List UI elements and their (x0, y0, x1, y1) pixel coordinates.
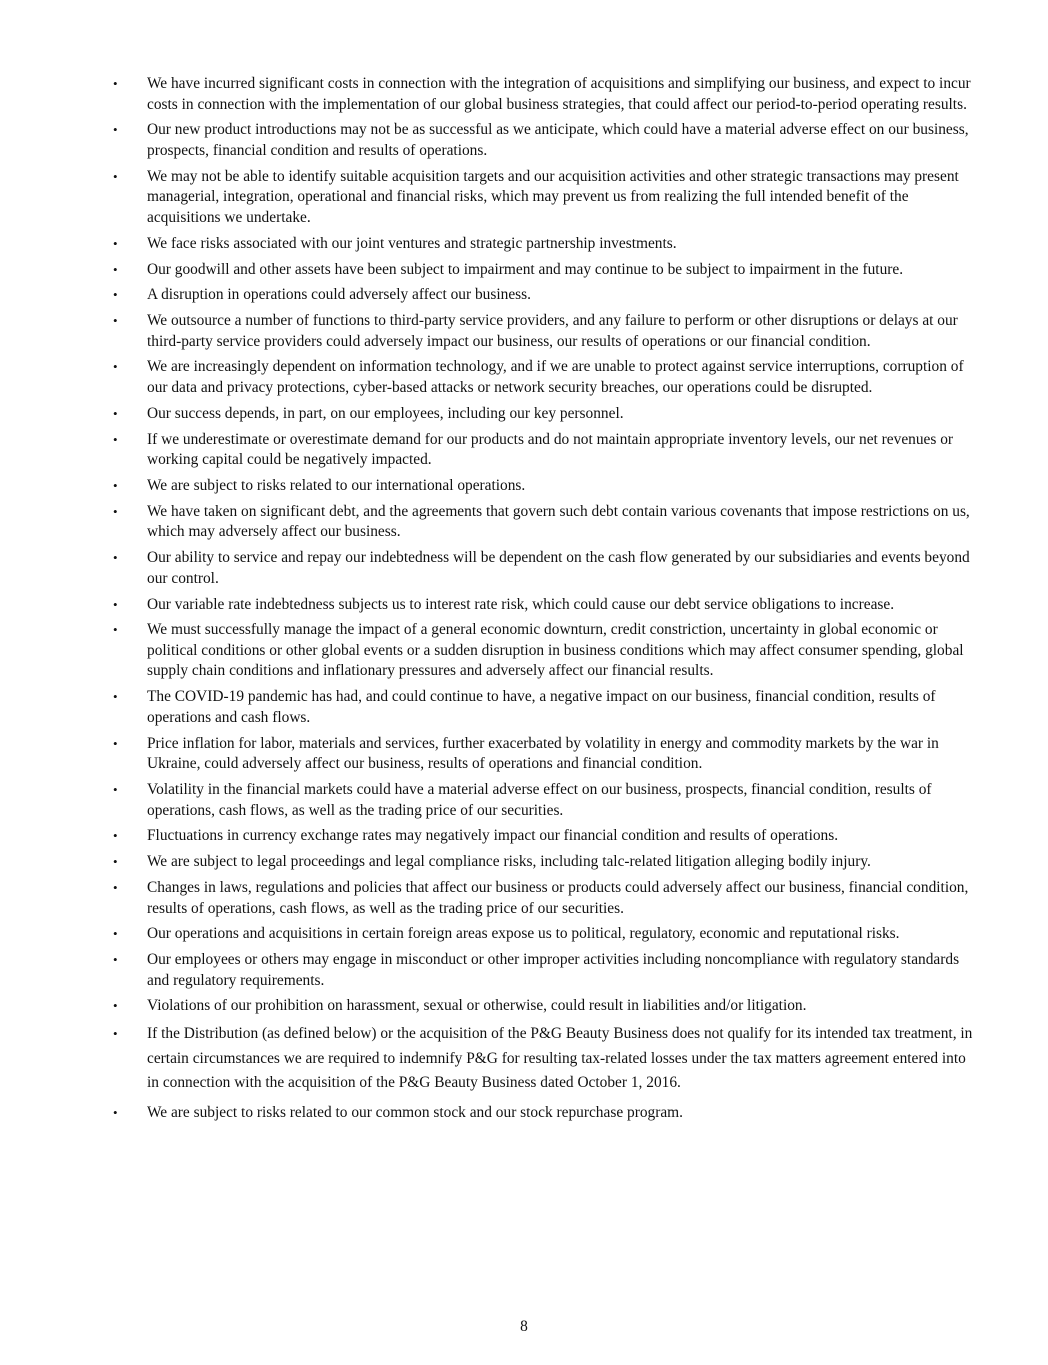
list-item (113, 311, 973, 352)
bullet-icon: • (113, 76, 118, 91)
list-item (113, 852, 973, 873)
risk-text: We outsource a number of functions to third-party service providers, and any failure to perform or other disruptions or delays at our third-party service providers could adversely impact our business, our results of operations or our financial condition. (147, 312, 958, 350)
list-item (113, 620, 973, 682)
risk-text: We are subject to risks related to our common stock and our stock repurchase program. (147, 1103, 683, 1121)
bullet-icon: • (113, 854, 118, 870)
bullet-icon: • (113, 287, 118, 303)
bullet-icon: • (113, 503, 118, 519)
risk-text: We are increasingly dependent on information technology, and if we are unable to protect against service interruptions, corruption of our data and privacy protections, cyber-based attacks or network security breaches, our operations could be disrupted. (147, 358, 964, 397)
list-item (113, 502, 973, 543)
bullet-icon: • (113, 735, 118, 751)
risk-text: Violations of our prohibition on harassment, sexual or otherwise, could result in liabilities and/or litigation. (147, 997, 807, 1015)
risk-text: The COVID-19 pandemic has had, and could continue to have, a negative impact on our business, financial condition, results of operations and cash flows. (147, 688, 936, 726)
risk-text: Changes in laws, regulations and policies that affect our business or products could adversely affect our business, financial condition, results of operations, cash flows, as well as the trading price of our securities. (147, 878, 969, 917)
risk-text: A disruption in operations could adversely affect our business. (147, 286, 531, 304)
bullet-icon: • (113, 359, 118, 375)
bullet-icon: • (113, 431, 118, 447)
list-item (113, 476, 973, 497)
bullet-icon: • (113, 596, 118, 612)
list-item (113, 780, 973, 821)
list-item (113, 404, 973, 425)
list-item (113, 826, 973, 847)
risk-text: We must successfully manage the impact of a general economic downturn, credit constriction, uncertainty in global economic or political conditions or other global events or a sudden disruption in business conditions which may affect consumer spending, global supply chain conditions and inflationary pressures and adversely affect our financial results. (147, 621, 964, 680)
risk-text: Volatility in the financial markets could have a material adverse effect on our business, prospects, financial condition, results of operations, cash flows, as well as the trading price of our securities. (147, 781, 932, 819)
bullet-icon: • (113, 477, 118, 493)
bullet-icon: • (113, 926, 118, 942)
risk-text: Our success depends, in part, on our employees, including our key personnel. (147, 404, 624, 422)
list-item (113, 357, 973, 398)
list-item (113, 878, 973, 919)
risk-text: We are subject to risks related to our international operations. (147, 476, 526, 494)
bullet-icon: • (113, 828, 118, 844)
risk-text: We are subject to legal proceedings and legal compliance risks, including talc-related litigation alleging bodily injury. (147, 853, 871, 871)
list-item (113, 548, 973, 589)
list-item (113, 430, 973, 471)
bullet-icon: • (113, 622, 118, 638)
risk-text: Our ability to service and repay our indebtedness will be dependent on the cash flow generated by our subsidiaries and events beyond our control. (147, 549, 970, 587)
list-item (113, 1103, 973, 1124)
risk-factor-list (113, 74, 973, 1129)
risk-text: Our variable rate indebtedness subjects us to interest rate risk, which could cause our debt service obligations to increase. (147, 595, 895, 613)
bullet-icon: • (113, 879, 118, 895)
risk-text: Fluctuations in currency exchange rates may negatively impact our financial condition and results of operations. (147, 827, 839, 845)
risk-text: Our operations and acquisitions in certain foreign areas expose us to political, regulatory, economic and reputational risks. (147, 925, 900, 943)
risk-text: We face risks associated with our joint ventures and strategic partnership investments. (147, 234, 677, 252)
list-item (113, 595, 973, 616)
list-item (113, 234, 973, 255)
bullet-icon: • (113, 952, 118, 968)
bullet-icon: • (113, 405, 118, 421)
risk-text: If the Distribution (as defined below) or the acquisition of the P&G Beauty Business does not qualify for its intended tax treatment, in certain circumstances we are required to indemnify P&G for resulting tax-related losses under the tax matters agreement entered into in connection with the acquisition of the P&G Beauty Business dated October 1, 2016. (147, 1025, 973, 1092)
risk-text: Price inflation for labor, materials and services, further exacerbated by volatility in energy and commodity markets by the war in Ukraine, could adversely affect our business, results of operations and financial condition. (147, 734, 939, 773)
bullet-icon: • (113, 782, 118, 797)
list-item (113, 1022, 973, 1096)
list-item (113, 120, 973, 161)
risk-text: Our goodwill and other assets have been subject to impairment and may continue to be subject to impairment in the future. (147, 260, 904, 278)
bullet-icon: • (113, 1026, 118, 1042)
risk-text: Our new product introductions may not be as successful as we anticipate, which could have a material adverse effect on our business, prospects, financial condition and results of operations. (147, 121, 969, 159)
list-item (113, 996, 973, 1017)
bullet-icon: • (113, 261, 118, 277)
list-item (113, 260, 973, 281)
list-item (113, 950, 973, 991)
page-number: 8 (520, 1318, 528, 1335)
list-item (113, 734, 973, 775)
bullet-icon: • (113, 313, 118, 329)
risk-text: Our employees or others may engage in misconduct or other improper activities including noncompliance with regulatory standards and regulatory requirements. (147, 951, 960, 989)
list-item (113, 687, 973, 728)
bullet-icon: • (113, 998, 118, 1014)
bullet-icon: • (113, 689, 118, 705)
bullet-icon: • (113, 235, 118, 251)
bullet-icon: • (113, 122, 118, 138)
list-item (113, 924, 973, 945)
list-item (113, 285, 973, 306)
bullet-icon: • (113, 550, 118, 566)
list-item (113, 74, 973, 115)
bullet-icon: • (113, 168, 118, 184)
list-item (113, 167, 973, 229)
bullet-icon: • (113, 1104, 118, 1120)
risk-text: We may not be able to identify suitable acquisition targets and our acquisition activities and other strategic transactions may present managerial, integration, operational and financial risks, which may prevent us from realizing the full intended benefit of the acquisitions we undertake. (147, 167, 959, 226)
risk-text: We have incurred significant costs in connection with the integration of acquisitions and simplifying our business, and expect to incur costs in connection with the implementation of our global business strategies, that could affect our period-to-period operating results. (147, 75, 971, 113)
risk-text: If we underestimate or overestimate demand for our products and do not maintain appropriate inventory levels, our net revenues or working capital could be negatively impacted. (147, 430, 954, 469)
risk-text: We have taken on significant debt, and the agreements that govern such debt contain various covenants that impose restrictions on us, which may adversely affect our business. (147, 502, 970, 541)
